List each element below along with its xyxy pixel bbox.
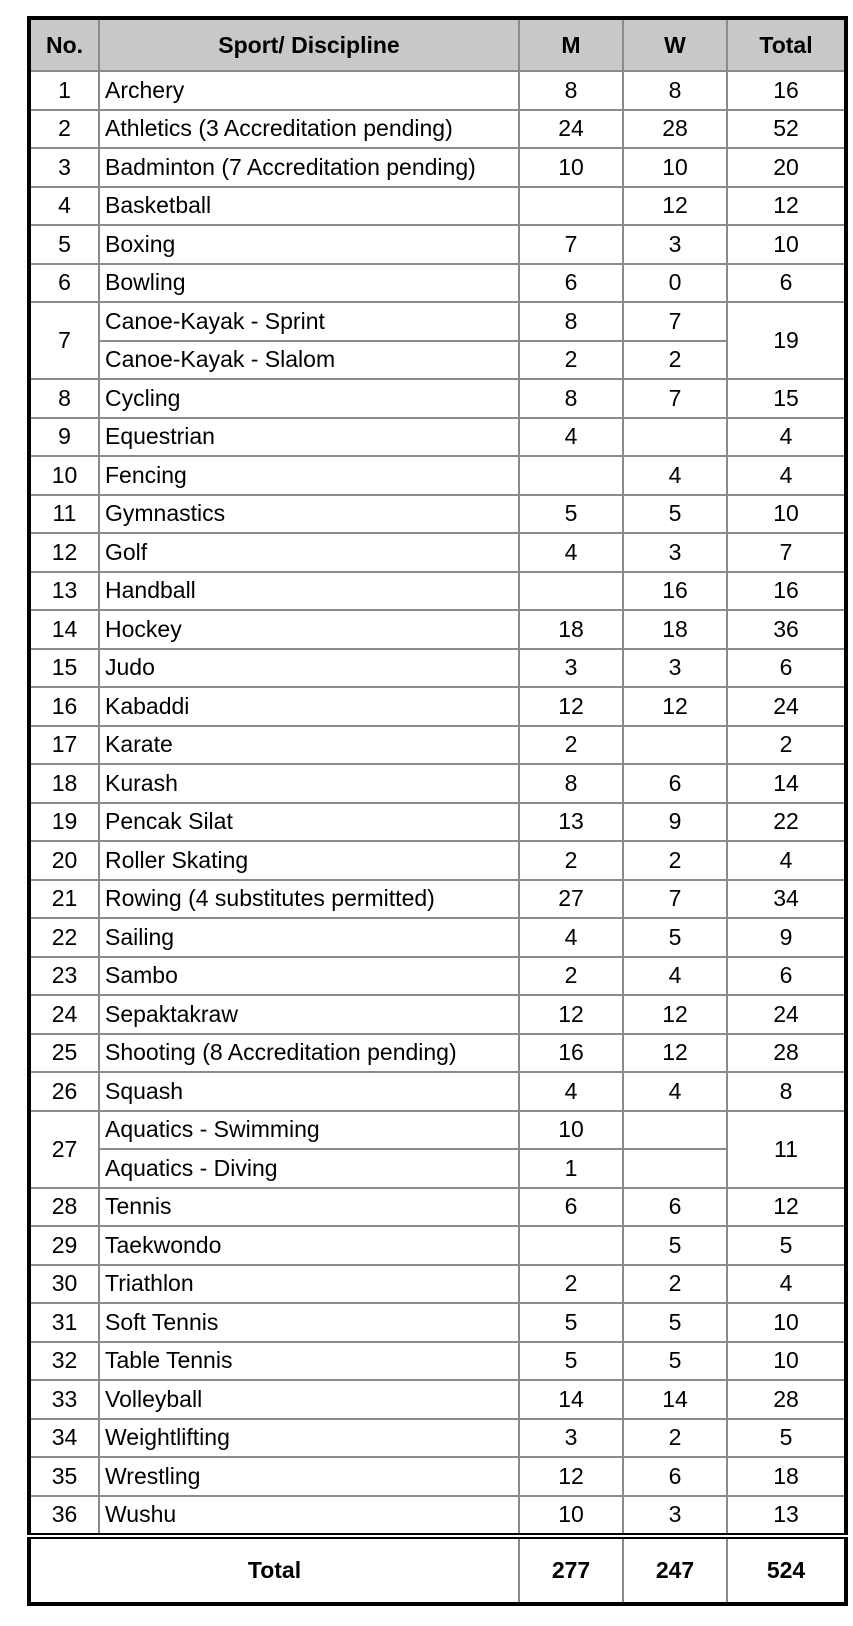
row-sport: Volleyball	[99, 1380, 519, 1419]
row-m: 4	[519, 1072, 623, 1111]
table-row	[29, 1265, 846, 1304]
row-w: 5	[623, 1226, 727, 1265]
row-sport: Sambo	[99, 957, 519, 996]
row-w: 8	[623, 71, 727, 110]
table-row	[29, 1188, 846, 1227]
table-row	[29, 918, 846, 957]
row-sport: Rowing (4 substitutes permitted)	[99, 880, 519, 919]
row-total: 4	[727, 456, 846, 495]
row-total: 16	[727, 572, 846, 611]
row-w: 18	[623, 610, 727, 649]
row-no: 21	[29, 880, 99, 919]
row-m: 4	[519, 533, 623, 572]
row-no: 35	[29, 1457, 99, 1496]
row-w: 12	[623, 187, 727, 226]
row-m: 3	[519, 1419, 623, 1458]
table-subrow	[29, 341, 846, 380]
table-row	[29, 1496, 846, 1537]
row-sport: Cycling	[99, 379, 519, 418]
row-sport: Karate	[99, 726, 519, 765]
row-no: 14	[29, 610, 99, 649]
row-w: 5	[623, 495, 727, 534]
row-sport: Sepaktakraw	[99, 995, 519, 1034]
table-row	[29, 1034, 846, 1073]
row-no: 8	[29, 379, 99, 418]
row-total: 4	[727, 841, 846, 880]
row-w: 3	[623, 649, 727, 688]
row-m: 7	[519, 225, 623, 264]
row-no: 16	[29, 687, 99, 726]
row-no: 15	[29, 649, 99, 688]
row-w: 3	[623, 225, 727, 264]
row-no: 33	[29, 1380, 99, 1419]
table-row	[29, 456, 846, 495]
row-total: 5	[727, 1419, 846, 1458]
header-sport: Sport/ Discipline	[99, 18, 519, 71]
row-m: 2	[519, 957, 623, 996]
row-sport: Tennis	[99, 1188, 519, 1227]
row-no: 12	[29, 533, 99, 572]
row-total: 34	[727, 880, 846, 919]
row-sport: Squash	[99, 1072, 519, 1111]
row-sport: Shooting (8 Accreditation pending)	[99, 1034, 519, 1073]
row-w: 4	[623, 1072, 727, 1111]
row-w: 12	[623, 687, 727, 726]
row-sport: Triathlon	[99, 1265, 519, 1304]
row-m: 4	[519, 418, 623, 457]
table-row	[29, 687, 846, 726]
row-no: 11	[29, 495, 99, 534]
row-total: 7	[727, 533, 846, 572]
row-no: 17	[29, 726, 99, 765]
row-w: 5	[623, 918, 727, 957]
row-total: 4	[727, 1265, 846, 1304]
total-label: Total	[29, 1536, 519, 1604]
row-no: 18	[29, 764, 99, 803]
row-m: 12	[519, 995, 623, 1034]
total-w: 247	[623, 1536, 727, 1604]
row-w: 5	[623, 1342, 727, 1381]
row-sport: Canoe-Kayak - Slalom	[99, 341, 519, 380]
row-w: 6	[623, 1188, 727, 1227]
row-m	[519, 572, 623, 611]
row-no: 13	[29, 572, 99, 611]
row-m: 8	[519, 379, 623, 418]
row-m: 8	[519, 764, 623, 803]
row-total: 20	[727, 148, 846, 187]
row-no: 5	[29, 225, 99, 264]
row-w: 2	[623, 341, 727, 380]
row-m: 4	[519, 918, 623, 957]
row-m: 12	[519, 1457, 623, 1496]
row-w: 10	[623, 148, 727, 187]
row-total: 6	[727, 957, 846, 996]
row-w: 6	[623, 764, 727, 803]
table-row	[29, 1072, 846, 1111]
row-total: 6	[727, 649, 846, 688]
table-row	[29, 1419, 846, 1458]
row-sport: Canoe-Kayak - Sprint	[99, 302, 519, 341]
row-sport: Boxing	[99, 225, 519, 264]
row-w: 2	[623, 1419, 727, 1458]
table-row	[29, 957, 846, 996]
row-m: 10	[519, 1111, 623, 1150]
row-total: 24	[727, 995, 846, 1034]
row-m: 16	[519, 1034, 623, 1073]
row-sport: Fencing	[99, 456, 519, 495]
row-sport: Kabaddi	[99, 687, 519, 726]
row-w: 4	[623, 957, 727, 996]
row-w	[623, 1149, 727, 1188]
row-no: 7	[29, 302, 99, 379]
table-row	[29, 1111, 846, 1150]
row-w: 0	[623, 264, 727, 303]
row-no: 36	[29, 1496, 99, 1537]
row-w: 2	[623, 841, 727, 880]
row-m: 18	[519, 610, 623, 649]
row-m: 3	[519, 649, 623, 688]
row-m: 24	[519, 110, 623, 149]
row-no: 20	[29, 841, 99, 880]
row-m	[519, 456, 623, 495]
row-total: 8	[727, 1072, 846, 1111]
row-sport: Judo	[99, 649, 519, 688]
table-row	[29, 1380, 846, 1419]
row-w: 12	[623, 1034, 727, 1073]
row-m: 5	[519, 1303, 623, 1342]
row-m: 2	[519, 726, 623, 765]
row-total: 19	[727, 302, 846, 379]
row-no: 9	[29, 418, 99, 457]
row-no: 1	[29, 71, 99, 110]
row-no: 30	[29, 1265, 99, 1304]
row-total: 16	[727, 71, 846, 110]
total-row	[29, 1536, 846, 1604]
row-m: 5	[519, 495, 623, 534]
row-sport: Aquatics - Diving	[99, 1149, 519, 1188]
table-row	[29, 880, 846, 919]
row-w: 6	[623, 1457, 727, 1496]
row-total: 4	[727, 418, 846, 457]
row-w: 5	[623, 1303, 727, 1342]
table-row	[29, 302, 846, 341]
total-m: 277	[519, 1536, 623, 1604]
row-total: 10	[727, 495, 846, 534]
row-m: 6	[519, 1188, 623, 1227]
table-row	[29, 841, 846, 880]
row-m	[519, 187, 623, 226]
row-no: 25	[29, 1034, 99, 1073]
row-w: 4	[623, 456, 727, 495]
total-total: 524	[727, 1536, 846, 1604]
row-no: 34	[29, 1419, 99, 1458]
row-no: 23	[29, 957, 99, 996]
row-sport: Taekwondo	[99, 1226, 519, 1265]
table-row	[29, 1342, 846, 1381]
table-subrow	[29, 1149, 846, 1188]
row-no: 3	[29, 148, 99, 187]
row-no: 22	[29, 918, 99, 957]
row-w: 7	[623, 880, 727, 919]
header-total: Total	[727, 18, 846, 71]
table-row	[29, 495, 846, 534]
row-m: 6	[519, 264, 623, 303]
row-m: 12	[519, 687, 623, 726]
row-w: 12	[623, 995, 727, 1034]
row-total: 52	[727, 110, 846, 149]
row-m: 8	[519, 302, 623, 341]
table-row	[29, 110, 846, 149]
row-no: 10	[29, 456, 99, 495]
row-no: 4	[29, 187, 99, 226]
row-m: 27	[519, 880, 623, 919]
table-row	[29, 148, 846, 187]
row-w	[623, 1111, 727, 1150]
table-row	[29, 187, 846, 226]
row-no: 26	[29, 1072, 99, 1111]
row-m: 10	[519, 148, 623, 187]
row-w: 7	[623, 302, 727, 341]
header-m: M	[519, 18, 623, 71]
row-m: 2	[519, 1265, 623, 1304]
header-row	[29, 18, 846, 71]
row-m: 13	[519, 803, 623, 842]
row-total: 10	[727, 225, 846, 264]
row-no: 28	[29, 1188, 99, 1227]
row-sport: Wrestling	[99, 1457, 519, 1496]
row-total: 10	[727, 1303, 846, 1342]
row-sport: Sailing	[99, 918, 519, 957]
table-row	[29, 418, 846, 457]
row-total: 28	[727, 1380, 846, 1419]
row-total: 14	[727, 764, 846, 803]
row-m: 14	[519, 1380, 623, 1419]
row-sport: Wushu	[99, 1496, 519, 1537]
row-w	[623, 418, 727, 457]
row-m: 2	[519, 841, 623, 880]
row-total: 22	[727, 803, 846, 842]
row-total: 28	[727, 1034, 846, 1073]
row-sport: Bowling	[99, 264, 519, 303]
table-row	[29, 649, 846, 688]
row-sport: Badminton (7 Accreditation pending)	[99, 148, 519, 187]
row-sport: Aquatics - Swimming	[99, 1111, 519, 1150]
table-row	[29, 225, 846, 264]
row-no: 29	[29, 1226, 99, 1265]
row-total: 12	[727, 187, 846, 226]
row-sport: Weightlifting	[99, 1419, 519, 1458]
row-no: 27	[29, 1111, 99, 1188]
row-m: 2	[519, 341, 623, 380]
header-w: W	[623, 18, 727, 71]
row-w: 7	[623, 379, 727, 418]
row-no: 6	[29, 264, 99, 303]
row-total: 11	[727, 1111, 846, 1188]
row-no: 24	[29, 995, 99, 1034]
table-body	[29, 71, 846, 1536]
row-no: 32	[29, 1342, 99, 1381]
row-sport: Golf	[99, 533, 519, 572]
table-row	[29, 803, 846, 842]
table-row	[29, 764, 846, 803]
table-row	[29, 610, 846, 649]
row-sport: Gymnastics	[99, 495, 519, 534]
table-row	[29, 995, 846, 1034]
table-row	[29, 1226, 846, 1265]
table-row	[29, 264, 846, 303]
row-m: 5	[519, 1342, 623, 1381]
row-sport: Hockey	[99, 610, 519, 649]
row-sport: Archery	[99, 71, 519, 110]
row-m: 1	[519, 1149, 623, 1188]
row-w: 28	[623, 110, 727, 149]
row-no: 31	[29, 1303, 99, 1342]
table-row	[29, 572, 846, 611]
table-row	[29, 1457, 846, 1496]
row-m: 8	[519, 71, 623, 110]
table-row	[29, 1303, 846, 1342]
row-m: 10	[519, 1496, 623, 1537]
row-no: 2	[29, 110, 99, 149]
row-sport: Roller Skating	[99, 841, 519, 880]
table-container	[27, 16, 828, 1606]
row-total: 10	[727, 1342, 846, 1381]
table-row	[29, 379, 846, 418]
row-total: 5	[727, 1226, 846, 1265]
row-total: 18	[727, 1457, 846, 1496]
row-no: 19	[29, 803, 99, 842]
row-w: 16	[623, 572, 727, 611]
row-w: 14	[623, 1380, 727, 1419]
row-total: 12	[727, 1188, 846, 1227]
row-total: 36	[727, 610, 846, 649]
table-row	[29, 726, 846, 765]
row-sport: Soft Tennis	[99, 1303, 519, 1342]
row-total: 9	[727, 918, 846, 957]
row-w: 3	[623, 533, 727, 572]
row-sport: Athletics (3 Accreditation pending)	[99, 110, 519, 149]
row-w: 3	[623, 1496, 727, 1537]
row-sport: Basketball	[99, 187, 519, 226]
table-row	[29, 71, 846, 110]
row-sport: Handball	[99, 572, 519, 611]
row-total: 15	[727, 379, 846, 418]
row-total: 2	[727, 726, 846, 765]
row-total: 6	[727, 264, 846, 303]
table-row	[29, 533, 846, 572]
row-w: 2	[623, 1265, 727, 1304]
row-m	[519, 1226, 623, 1265]
row-total: 13	[727, 1496, 846, 1537]
sports-table	[27, 16, 848, 1606]
row-w: 9	[623, 803, 727, 842]
row-total: 24	[727, 687, 846, 726]
row-sport: Pencak Silat	[99, 803, 519, 842]
header-no: No.	[29, 18, 99, 71]
row-sport: Kurash	[99, 764, 519, 803]
row-w	[623, 726, 727, 765]
row-sport: Table Tennis	[99, 1342, 519, 1381]
row-sport: Equestrian	[99, 418, 519, 457]
